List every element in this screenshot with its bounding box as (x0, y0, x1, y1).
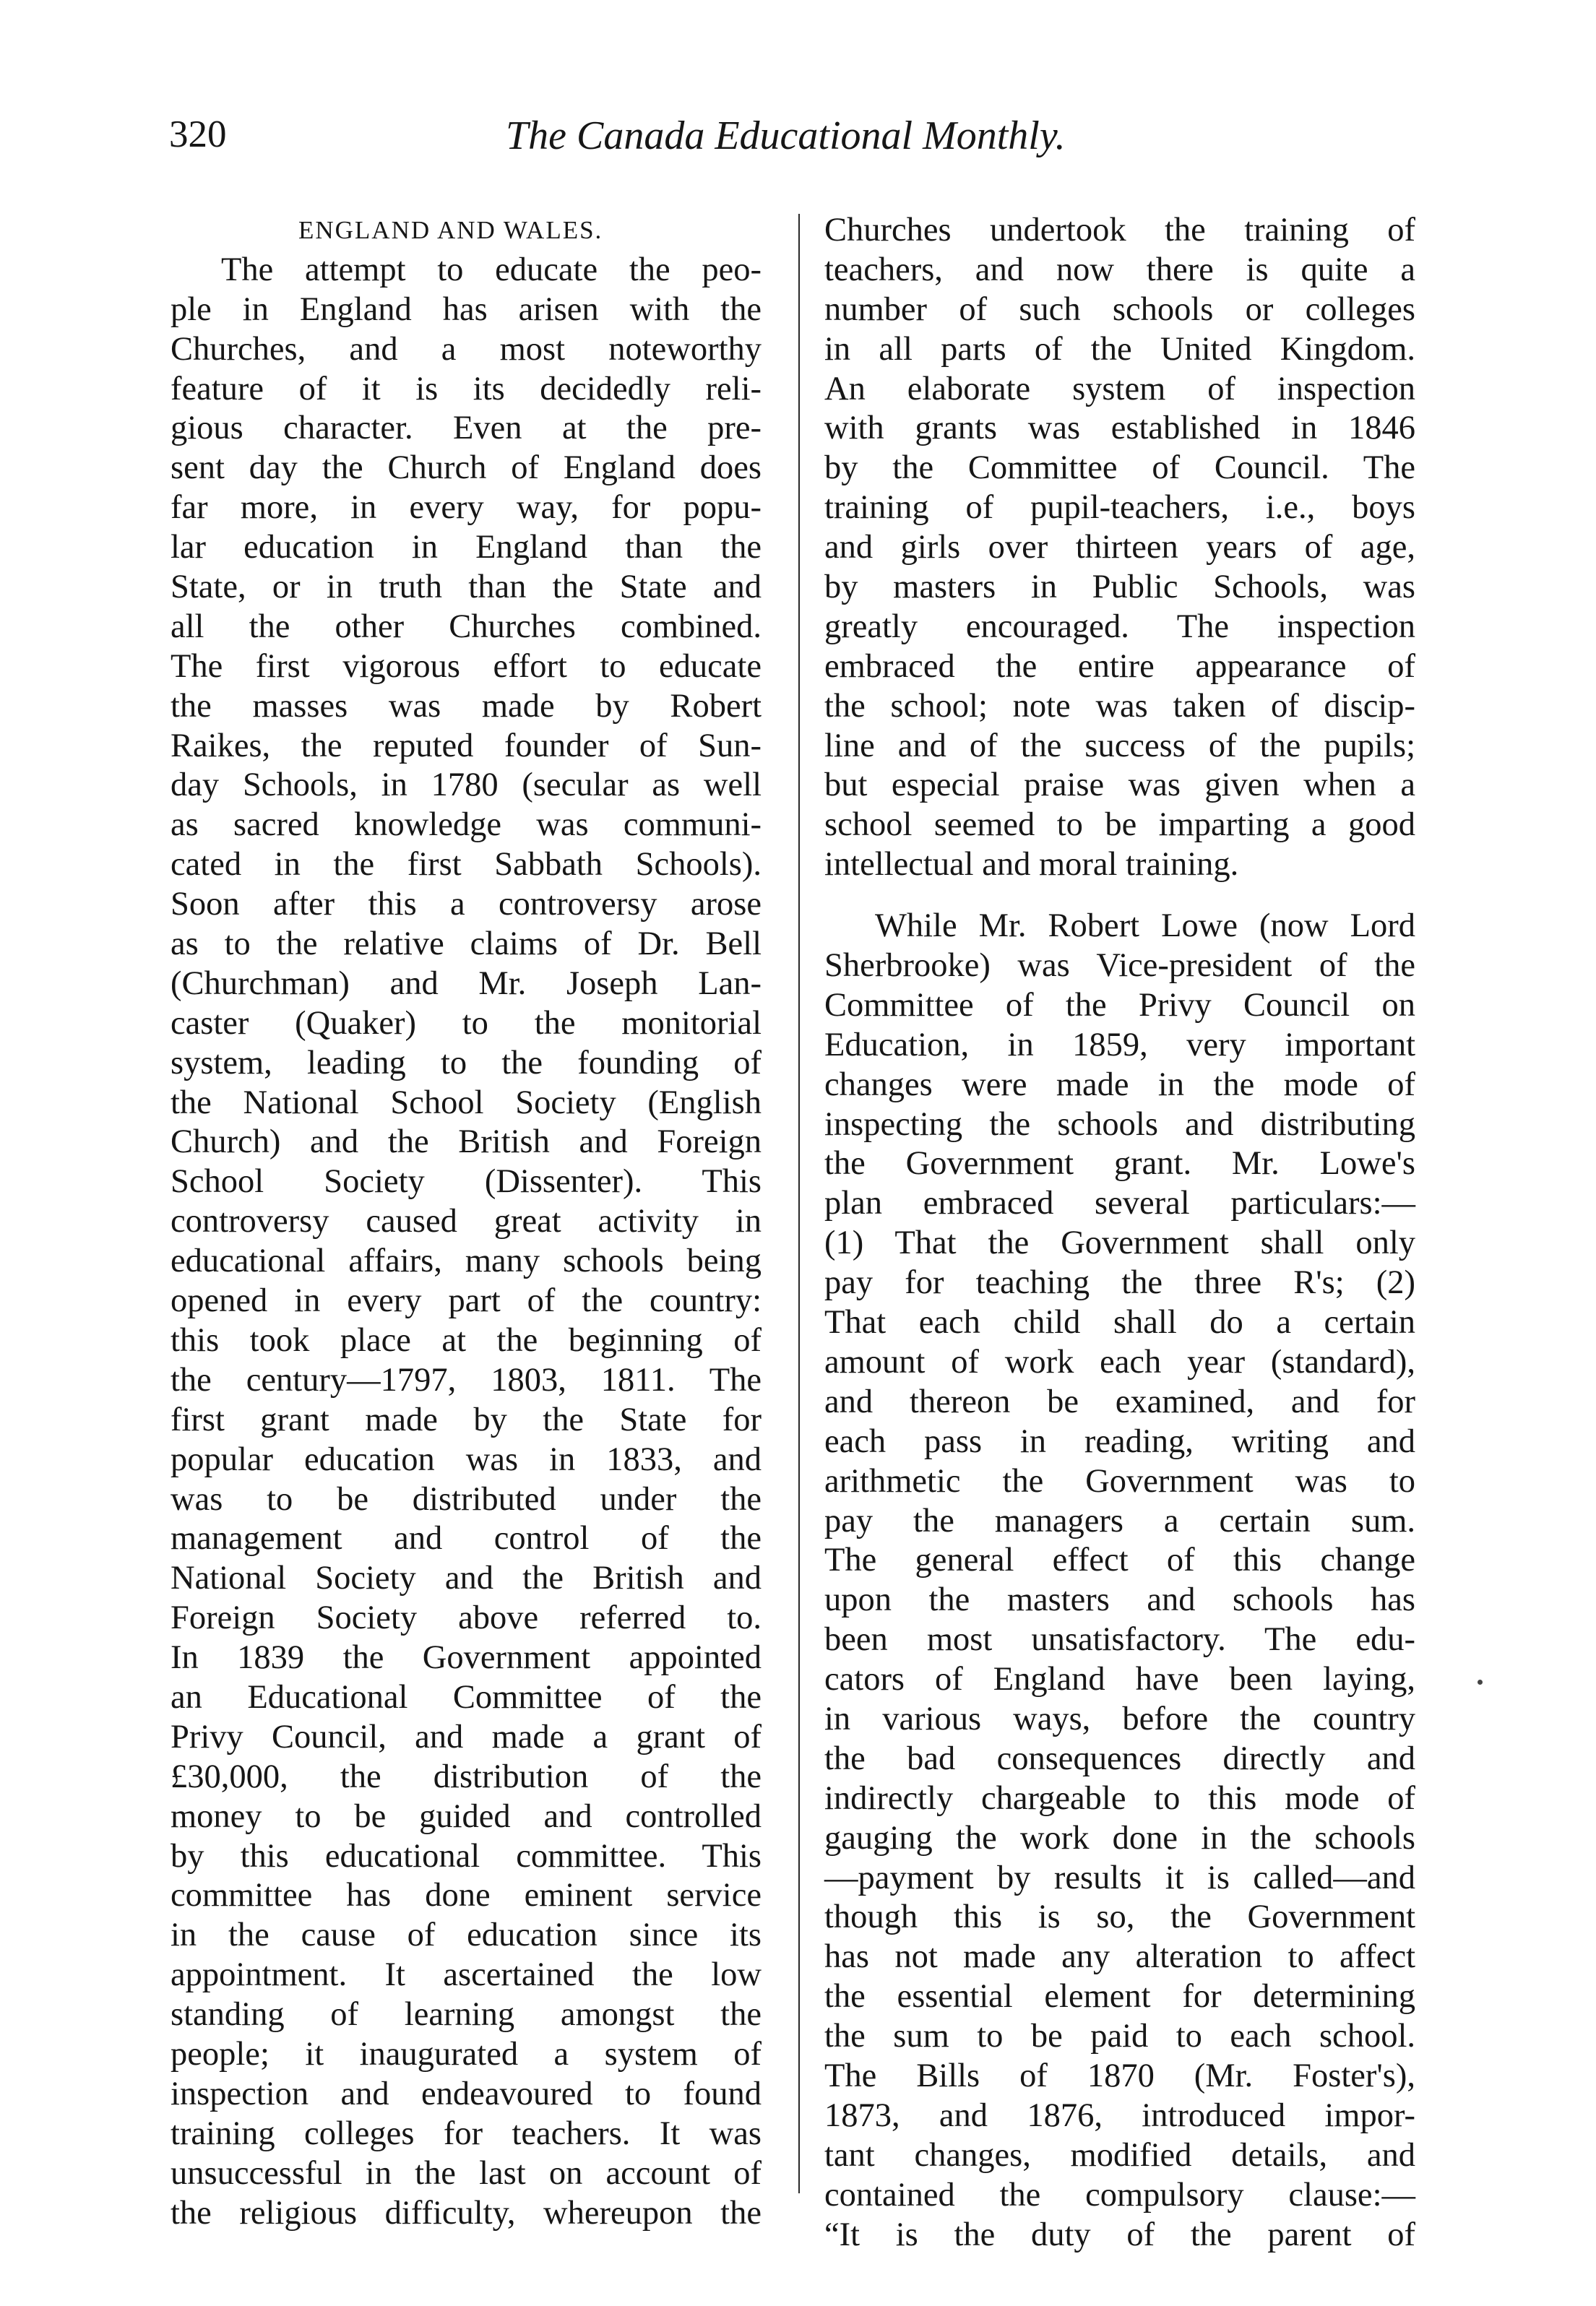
text-line: sent day the Church of England does (171, 449, 762, 487)
text-line: pay for teaching the three R's; (2) (824, 1264, 1415, 1302)
text-line: the National School Society (English (171, 1084, 762, 1121)
section-heading: ENGLAND AND WALES. (298, 216, 603, 244)
text-line: pay the managers a certain sum. (824, 1502, 1415, 1540)
text-line: training of pupil-teachers, i.e., boys (824, 489, 1415, 527)
text-line: the sum to be paid to each school. (824, 2018, 1415, 2055)
text-line: Foreign Society above referred to. (171, 1599, 762, 1637)
text-line: Church) and the British and Foreign (171, 1123, 762, 1161)
text-line: While Mr. Robert Lowe (now Lord (875, 907, 1415, 945)
text-line: In 1839 the Government appointed (171, 1639, 762, 1677)
text-line: gious character. Even at the pre- (171, 410, 762, 447)
text-line: the masses was made by Robert (171, 687, 762, 725)
text-line: by the Committee of Council. The (824, 449, 1415, 487)
left-column (171, 211, 762, 2233)
text-line: the essential element for determining (824, 1978, 1415, 2016)
text-line: upon the masters and schools has (824, 1581, 1415, 1619)
text-line: as sacred knowledge was communi- (171, 806, 762, 844)
text-line: first grant made by the State for (171, 1401, 762, 1438)
text-line: school seemed to be imparting a good (824, 806, 1415, 844)
text-line: each pass in reading, writing and (824, 1422, 1415, 1460)
text-line: popular education was in 1833, and (171, 1441, 762, 1478)
text-line: arithmetic the Government was to (824, 1462, 1415, 1500)
text-line: but especial praise was given when a (824, 766, 1415, 804)
text-line: Soon after this a controversy arose (171, 886, 762, 923)
text-line: Sherbrooke) was Vice-president of the (824, 947, 1415, 985)
text-line: Raikes, the reputed founder of Sun- (171, 727, 762, 764)
text-line: was to be distributed under the (171, 1480, 762, 1518)
running-head: The Canada Educational Monthly. (506, 113, 1066, 158)
text-line: tant changes, modified details, and (824, 2136, 1415, 2174)
text-line: the bad consequences directly and (824, 1740, 1415, 1777)
text-line: School Society (Dissenter). This (171, 1163, 762, 1201)
text-line: with grants was established in 1846 (824, 410, 1415, 447)
text-line: (Churchman) and Mr. Joseph Lan- (171, 964, 762, 1002)
paragraph-gap (824, 885, 1415, 907)
text-line: people; it inaugurated a system of (171, 2035, 762, 2073)
text-line: 1873, and 1876, introduced impor- (824, 2096, 1415, 2134)
text-line: appointment. It ascertained the low (171, 1956, 762, 1994)
text-line: money to be guided and controlled (171, 1797, 762, 1835)
text-line: lar education in England than the (171, 529, 762, 566)
text-line: inspecting the schools and distributing (824, 1105, 1415, 1143)
text-line: the religious difficulty, whereupon the (171, 2194, 762, 2232)
text-line: unsuccessful in the last on account of (171, 2154, 762, 2192)
text-line: committee has done eminent service (171, 1877, 762, 1914)
column-rule (798, 214, 800, 2193)
text-line: —payment by results it is called—and (824, 1859, 1415, 1896)
text-line: though this is so, the Government (824, 1899, 1415, 1936)
text-line: by this educational committee. This (171, 1837, 762, 1875)
text-line: The first vigorous effort to educate (171, 647, 762, 685)
text-line: line and of the success of the pupils; (824, 727, 1415, 764)
text-line: caster (Quaker) to the monitorial (171, 1004, 762, 1042)
text-line: all the other Churches combined. (171, 608, 762, 645)
text-line: An elaborate system of inspection (824, 370, 1415, 407)
text-line: feature of it is its decidedly reli- (171, 370, 762, 407)
text-line: ple in England has arisen with the (171, 290, 762, 328)
text-line: has not made any alteration to affect (824, 1938, 1415, 1976)
text-line: as to the relative claims of Dr. Bell (171, 925, 762, 963)
text-line: The general effect of this change (824, 1542, 1415, 1579)
text-line: Churches undertook the training of (824, 212, 1415, 249)
page-number: 320 (169, 113, 227, 155)
text-line: £30,000, the distribution of the (171, 1758, 762, 1795)
text-line: training colleges for teachers. It was (171, 2115, 762, 2152)
text-line: National Society and the British and (171, 1560, 762, 1597)
text-line: management and control of the (171, 1520, 762, 1558)
text-line: an Educational Committee of the (171, 1678, 762, 1716)
text-line: in the cause of education since its (171, 1917, 762, 1954)
text-line: amount of work each year (standard), (824, 1343, 1415, 1381)
text-line: teachers, and now there is quite a (824, 251, 1415, 288)
text-line: indirectly chargeable to this mode of (824, 1779, 1415, 1817)
text-line: number of such schools or colleges (824, 290, 1415, 328)
text-line: in various ways, before the country (824, 1700, 1415, 1737)
text-line: State, or in truth than the State and (171, 569, 762, 606)
text-line: “It is the duty of the parent of (824, 2216, 1415, 2253)
text-line: embraced the entire appearance of (824, 647, 1415, 685)
text-line: cators of England have been laying, (824, 1661, 1415, 1698)
text-line: The attempt to educate the peo- (221, 251, 762, 288)
text-line: changes were made in the mode of (824, 1066, 1415, 1103)
text-line: in all parts of the United Kingdom. (824, 330, 1415, 368)
text-line: The Bills of 1870 (Mr. Foster's), (824, 2057, 1415, 2094)
stray-ink-mark (1478, 1680, 1483, 1685)
text-line: Privy Council, and made a grant of (171, 1718, 762, 1756)
text-line: Committee of the Privy Council on (824, 986, 1415, 1024)
text-line: educational affairs, many schools being (171, 1243, 762, 1280)
text-line: That each child shall do a certain (824, 1304, 1415, 1342)
text-line: been most unsatisfactory. The edu- (824, 1621, 1415, 1659)
text-line: opened in every part of the country: (171, 1282, 762, 1320)
text-line: by masters in Public Schools, was (824, 569, 1415, 606)
text-line: the century—1797, 1803, 1811. The (171, 1361, 762, 1399)
right-column (824, 211, 1415, 2255)
text-line: and girls over thirteen years of age, (824, 529, 1415, 566)
text-line: system, leading to the founding of (171, 1044, 762, 1081)
text-line: contained the compulsory clause:— (824, 2176, 1415, 2214)
text-line: intellectual and moral training. (824, 846, 1239, 884)
text-line: controversy caused great activity in (171, 1203, 762, 1240)
text-line: the Government grant. Mr. Lowe's (824, 1145, 1415, 1183)
text-line: (1) That the Government shall only (824, 1225, 1415, 1262)
text-line: cated in the first Sabbath Schools). (171, 846, 762, 884)
text-line: Education, in 1859, very important (824, 1026, 1415, 1063)
text-line: and thereon be examined, and for (824, 1383, 1415, 1420)
text-line: inspection and endeavoured to found (171, 2075, 762, 2112)
text-line: day Schools, in 1780 (secular as well (171, 766, 762, 804)
text-line: plan embraced several particulars:— (824, 1185, 1415, 1222)
text-line: the school; note was taken of discip- (824, 687, 1415, 725)
text-line: greatly encouraged. The inspection (824, 608, 1415, 645)
text-line: gauging the work done in the schools (824, 1819, 1415, 1857)
text-line: standing of learning amongst the (171, 1996, 762, 2034)
text-line: this took place at the beginning of (171, 1321, 762, 1359)
text-line: Churches, and a most noteworthy (171, 330, 762, 368)
text-line: far more, in every way, for popu- (171, 489, 762, 527)
